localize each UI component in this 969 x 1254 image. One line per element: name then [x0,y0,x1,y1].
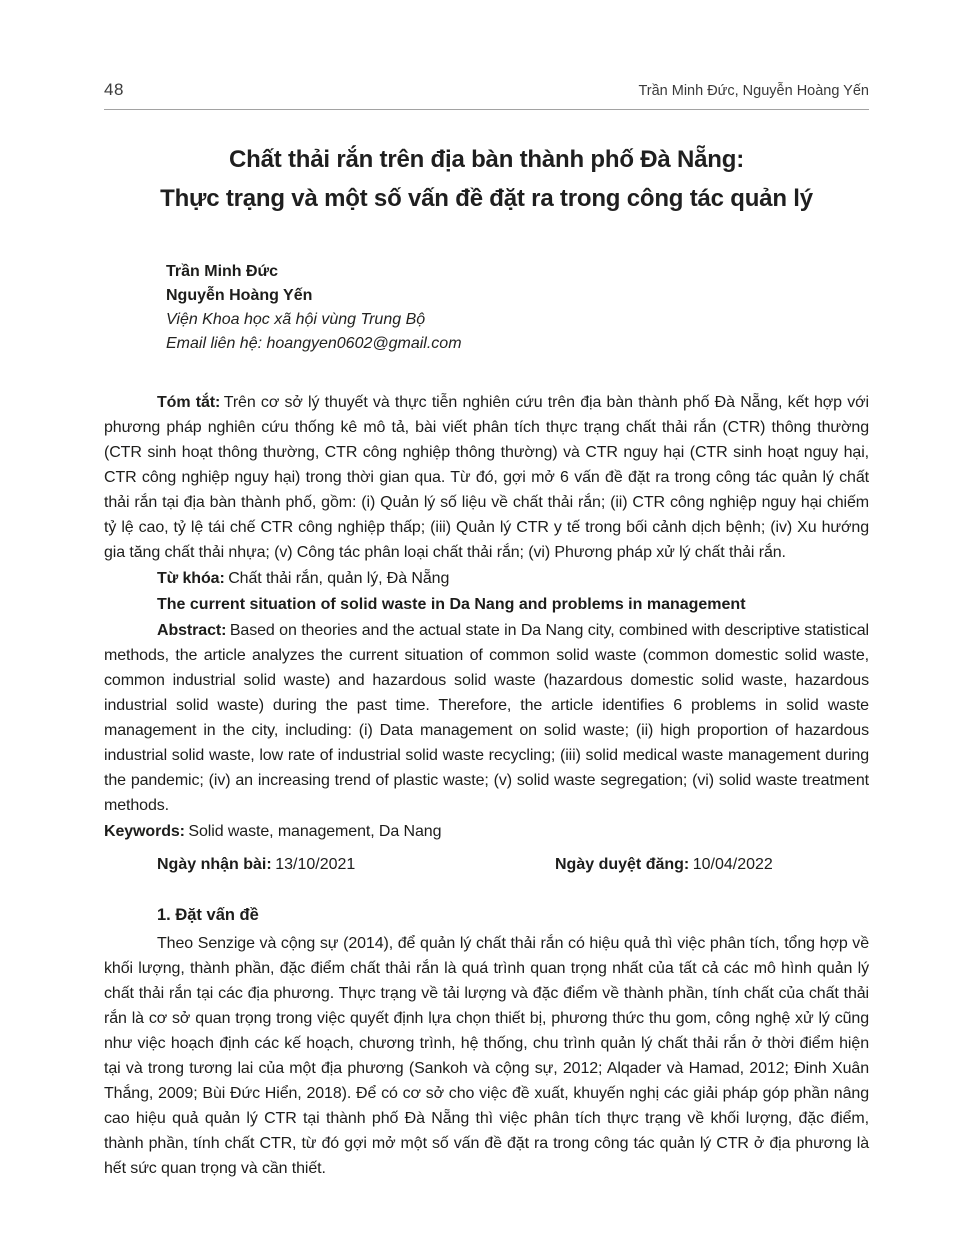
section-1-heading: 1. Đặt vấn đề [157,906,259,924]
abstract-vi-text: Trên cơ sở lý thuyết và thực tiễn nghiên cứu trên địa bàn thành phố Đà Nẵng, kết hợp với phương pháp nghiên cứu thống kê mô tả, bài viết phân tích thực trạng chất thải rắn (CTR) thông thường (CTR sinh hoạt thông thường, CTR công nghiệp thông thường) và CTR nguy hại (CTR sinh hoạt nguy hại, CTR công nghiệp nguy hại) trong thời gian qua. Từ đó, gợi mở 6 vấn đề đặt ra trong công tác quản lý chất thải rắn tại địa bàn thành phố, gồm: (i) Quản lý số liệu về chất thải rắn; (ii) CTR công nghiệp nguy hại chiếm tỷ lệ cao, tỷ lệ tái chế CTR công nghiệp thấp; (iii) Quản lý CTR y tế trong bối cảnh dịch bệnh; (iv) Xu hướng gia tăng chất thải nhựa; (v) Công tác phân loại chất thải rắn; (vi) Phương pháp xử lý chất thải rắn. [104,394,869,561]
abstract-en-label: Abstract: [157,622,227,639]
running-header [104,80,869,100]
header-divider [104,109,869,110]
keywords-en-text: Solid waste, management, Da Nang [188,823,442,840]
page-number: 48 [104,80,124,99]
author-block [166,260,869,356]
abstract-vi-label: Tóm tắt: [157,394,221,411]
abstract-en-text: Based on theories and the actual state in Da Nang city, combined with descriptive statistical methods, the article analyzes the current situation of common solid waste (common domestic solid waste, common industrial solid waste) and hazardous solid waste (hazardous domestic solid waste, hazardous industrial solid waste) during the past time. Therefore, the article identifies 6 problems in solid waste management in the city, including: (i) Data management on solid waste; (ii) high proportion of hazardous industrial solid waste, low rate of industrial solid waste recycling; (iii) solid medical waste management during the pandemic; (iv) an increasing trend of plastic waste; (v) solid waste segregation; (vi) solid waste treatment methods. [104,622,869,814]
date-received-label: Ngày nhận bài: [157,856,272,873]
author-affiliation: Viện Khoa học xã hội vùng Trung Bộ [166,311,426,328]
author-email: Email liên hệ: hoangyen0602@gmail.com [166,335,462,352]
title-english: The current situation of solid waste in Da Nang and problems in management [157,596,746,613]
date-received [157,852,555,877]
abstract-english [104,618,869,818]
article-title-line2: Thực trạng và một số vấn đề đặt ra trong công tác quản lý [160,185,813,212]
keywords-en-label: Keywords: [104,823,185,840]
date-published [555,852,773,877]
date-received-value: 13/10/2021 [275,856,356,873]
running-header-authors: Trần Minh Đức, Nguyễn Hoàng Yến [638,83,869,99]
date-published-value: 10/04/2022 [692,856,773,873]
date-published-label: Ngày duyệt đăng: [555,856,690,873]
author-name-2: Nguyễn Hoàng Yến [166,287,313,304]
keywords-english [104,819,869,844]
article-title [104,140,869,218]
article-title-line1: Chất thải rắn trên địa bàn thành phố Đà Nẵng: [228,146,745,173]
abstract-vietnamese [104,390,869,565]
keywords-vi-label: Từ khóa: [157,570,225,587]
keywords-vi-text: Chất thải rắn, quản lý, Đà Nẵng [228,570,450,587]
dates-row [104,852,869,877]
author-name-1: Trần Minh Đức [166,263,279,280]
keywords-vietnamese [104,566,869,591]
section-1-paragraph: Theo Senzige và cộng sự (2014), để quản lý chất thải rắn có hiệu quả thì việc phân tích, tổng hợp về khối lượng, thành phần, đặc điểm chất thải rắn là quá trình quan trọng nhất của tất cả các mô hình quản lý chất thải rắn tại các địa phương. Thực trạng về tải lượng và đặc điểm về thành phần, tính chất của chất thải rắn là cơ sở quan trọng trong việc quyết định lựa chọn thiết bị, phương thức thu gom, công nghệ xử lý cũng như việc hoạch định các kế hoạch, chương trình, hệ thống, chu trình quản lý chất thải rắn ở thời điểm hiện tại và trong tương lai của một địa phương (Sankoh và cộng sự, 2012; Alqader và Hamad, 2012; Đinh Xuân Thắng, 2009; Bùi Đức Hiển, 2018). Để có cơ sở cho việc đề xuất, khuyến nghị các giải pháp góp phần nâng cao hiệu quả quản lý CTR tại thành phố Đà Nẵng thì việc phân tích thực trạng về khối lượng, đặc điểm, thành phần, tính chất CTR, từ đó gợi mở một số vấn đề đặt ra trong công tác quản lý CTR ở địa phương là hết sức quan trọng và cần thiết. [104,935,869,1177]
